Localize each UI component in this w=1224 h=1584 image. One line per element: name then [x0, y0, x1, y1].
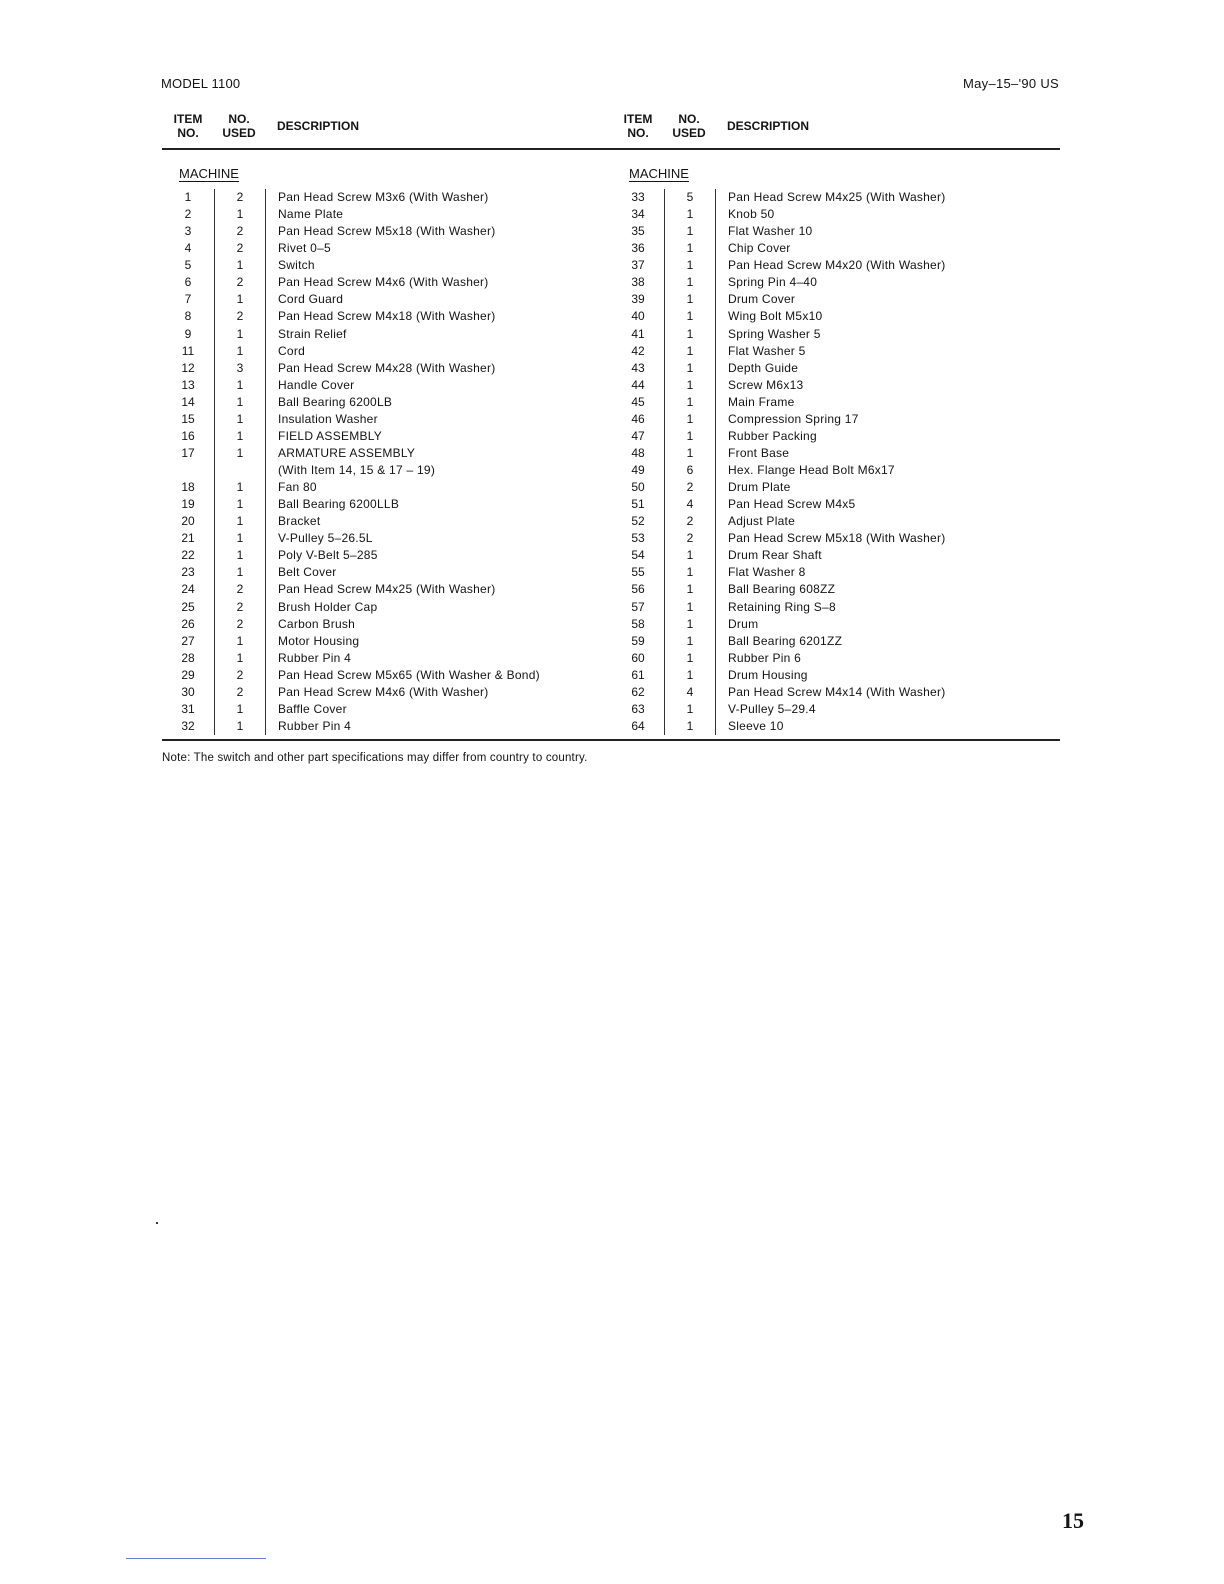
item-number: 53: [631, 531, 645, 546]
table-row: [162, 616, 612, 633]
header-description: DESCRIPTION: [277, 119, 360, 133]
quantity-used: 1: [214, 206, 266, 223]
table-row: [162, 291, 612, 308]
item-number: 58: [631, 616, 645, 631]
part-description: Name Plate: [278, 207, 344, 222]
part-description: Flat Washer 10: [728, 224, 813, 239]
part-description: Pan Head Screw M5x18 (With Washer): [278, 224, 496, 239]
table-row: [162, 308, 612, 325]
quantity-used: 1: [664, 394, 716, 411]
table-row: [162, 360, 612, 377]
date-label: May–15–'90 US: [963, 76, 1059, 91]
quantity-used: 1: [664, 616, 716, 633]
quantity-used: 2: [664, 530, 716, 547]
table-row: [612, 462, 1062, 479]
table-row: [162, 718, 612, 735]
table-row: [162, 206, 612, 223]
table-row: [612, 411, 1062, 428]
table-row: [162, 445, 612, 462]
part-description: Drum Housing: [728, 667, 808, 682]
item-number: 40: [631, 309, 645, 324]
part-description: V-Pulley 5–29.4: [728, 701, 816, 716]
quantity-used: 1: [214, 343, 266, 360]
quantity-used: 2: [664, 513, 716, 530]
table-row: [612, 326, 1062, 343]
item-number: 11: [181, 343, 195, 358]
item-number: 45: [631, 394, 645, 409]
item-number: 37: [631, 258, 645, 273]
item-number: 2: [184, 207, 192, 222]
quantity-used: 1: [214, 326, 266, 343]
table-row: [612, 291, 1062, 308]
table-row: [612, 428, 1062, 445]
quantity-used: 1: [664, 326, 716, 343]
table-row: [162, 667, 612, 684]
table-row: [162, 479, 612, 496]
table-row: [162, 343, 612, 360]
part-description: Ball Bearing 6201ZZ: [728, 633, 843, 648]
table-row: [162, 564, 612, 581]
part-description: Pan Head Screw M4x28 (With Washer): [278, 360, 496, 375]
page-number: 15: [1062, 1508, 1084, 1533]
table-row: [162, 462, 612, 479]
table-row: [612, 633, 1062, 650]
table-row: [162, 701, 612, 718]
part-description: Pan Head Screw M4x18 (With Washer): [278, 309, 496, 324]
quantity-used: 1: [214, 411, 266, 428]
quantity-used: 1: [664, 274, 716, 291]
table-row: [612, 308, 1062, 325]
table-row: [612, 394, 1062, 411]
table-row: [162, 581, 612, 598]
quantity-used: 2: [214, 684, 266, 701]
quantity-used: 1: [664, 633, 716, 650]
quantity-used: 1: [214, 445, 266, 462]
part-description: Screw M6x13: [728, 377, 804, 392]
item-number: 48: [631, 445, 645, 460]
quantity-used: 1: [664, 308, 716, 325]
quantity-used: 1: [664, 377, 716, 394]
model-label: MODEL 1100: [161, 76, 241, 91]
part-description: Compression Spring 17: [728, 411, 859, 426]
item-number: 14: [181, 394, 195, 409]
part-description: Strain Relief: [278, 326, 347, 341]
header-description: DESCRIPTION: [727, 119, 810, 133]
item-number: [162, 462, 214, 479]
quantity-used: 3: [214, 360, 266, 377]
item-number: 59: [631, 633, 645, 648]
quantity-used: 1: [214, 530, 266, 547]
part-description: Knob 50: [728, 207, 775, 222]
header-no-used: NO. USED: [672, 112, 706, 140]
item-number: 63: [631, 701, 645, 716]
quantity-used: 1: [664, 701, 716, 718]
part-description: Cord Guard: [278, 292, 344, 307]
item-number: 28: [181, 650, 195, 665]
header-item-no: ITEM NO.: [173, 112, 203, 140]
quantity-used: 2: [214, 616, 266, 633]
item-number: 29: [181, 667, 195, 682]
part-description: Pan Head Screw M4x6 (With Washer): [278, 275, 489, 290]
part-description: Belt Cover: [278, 565, 337, 580]
item-number: 18: [181, 480, 195, 495]
part-description: Handle Cover: [278, 377, 355, 392]
table-row: [162, 257, 612, 274]
item-number: 42: [631, 343, 645, 358]
table-row: [162, 650, 612, 667]
item-number: 3: [184, 224, 192, 239]
footer-rule: [162, 739, 1060, 741]
part-description: Pan Head Screw M4x14 (With Washer): [728, 684, 946, 699]
part-description: Flat Washer 5: [728, 343, 806, 358]
quantity-used: 1: [664, 206, 716, 223]
part-description: Pan Head Screw M3x6 (With Washer): [278, 190, 489, 204]
quantity-used: 1: [664, 581, 716, 598]
part-description: Switch: [278, 258, 315, 273]
item-number: 64: [631, 718, 645, 733]
part-description: (With Item 14, 15 & 17 – 19): [278, 463, 436, 477]
item-number: 33: [631, 190, 645, 204]
part-description: Pan Head Screw M4x5: [728, 497, 856, 512]
quantity-used: [214, 462, 266, 479]
part-description: Carbon Brush: [278, 616, 356, 631]
item-number: 50: [631, 480, 645, 495]
part-description: Sleeve 10: [728, 718, 784, 733]
part-description: Drum Plate: [728, 480, 791, 495]
quantity-used: 2: [214, 189, 266, 206]
item-number: 20: [181, 514, 195, 529]
item-number: 34: [631, 207, 645, 222]
table-row: [162, 513, 612, 530]
quantity-used: 5: [664, 189, 716, 206]
item-number: 36: [631, 241, 645, 256]
quantity-used: 1: [664, 547, 716, 564]
table-row: [612, 206, 1062, 223]
quantity-used: 1: [664, 240, 716, 257]
item-number: 35: [631, 224, 645, 239]
part-description: Rubber Pin 6: [728, 650, 802, 665]
part-description: Depth Guide: [728, 360, 799, 375]
part-description: Motor Housing: [278, 633, 360, 648]
part-description: Rivet 0–5: [278, 241, 331, 256]
item-number: 61: [631, 667, 645, 682]
part-description: Pan Head Screw M4x25 (With Washer): [278, 582, 496, 597]
item-number: 6: [184, 275, 192, 290]
part-description: ARMATURE ASSEMBLY: [278, 445, 416, 460]
table-row: [162, 547, 612, 564]
table-row: [162, 428, 612, 445]
column-header-left: [162, 112, 612, 144]
quantity-used: 1: [214, 257, 266, 274]
table-row: [162, 633, 612, 650]
quantity-used: 4: [664, 684, 716, 701]
item-number: 9: [184, 326, 192, 341]
item-number: 31: [181, 701, 195, 716]
part-description: Hex. Flange Head Bolt M6x17: [728, 463, 895, 477]
part-description: Poly V-Belt 5–285: [278, 548, 378, 563]
table-row: [612, 718, 1062, 735]
item-number: 1: [184, 190, 192, 204]
table-row: [612, 377, 1062, 394]
table-row: [162, 530, 612, 547]
quantity-used: 6: [664, 462, 716, 479]
quantity-used: 1: [664, 564, 716, 581]
quantity-used: 1: [664, 223, 716, 240]
item-number: 54: [631, 548, 645, 563]
part-description: V-Pulley 5–26.5L: [278, 531, 373, 546]
quantity-used: 1: [664, 599, 716, 616]
item-number: 13: [181, 377, 195, 392]
item-number: 49: [631, 463, 645, 477]
header-item-no: ITEM NO.: [623, 112, 653, 140]
table-row: [162, 599, 612, 616]
quantity-used: 1: [664, 445, 716, 462]
footnote: Note: The switch and other part specifications may differ from country to country.: [162, 752, 588, 764]
table-row: [612, 223, 1062, 240]
table-row: [162, 684, 612, 701]
part-description: Drum Rear Shaft: [728, 548, 822, 563]
part-description: FIELD ASSEMBLY: [278, 428, 382, 443]
item-number: 12: [181, 360, 195, 375]
table-row: [612, 581, 1062, 598]
quantity-used: 1: [664, 360, 716, 377]
parts-list-left: [162, 189, 612, 735]
quantity-used: 1: [214, 718, 266, 735]
item-number: 30: [181, 684, 195, 699]
part-description: Pan Head Screw M4x6 (With Washer): [278, 684, 489, 699]
item-number: 43: [631, 360, 645, 375]
part-description: Ball Bearing 6200LLB: [278, 497, 400, 512]
item-number: 7: [184, 292, 192, 307]
item-number: 16: [181, 428, 195, 443]
part-description: Spring Pin 4–40: [728, 275, 818, 290]
table-row: [612, 513, 1062, 530]
part-description: Pan Head Screw M5x65 (With Washer & Bond): [278, 667, 540, 682]
table-row: [612, 701, 1062, 718]
part-description: Pan Head Screw M5x18 (With Washer): [728, 531, 946, 546]
parts-list-right: [612, 189, 1062, 735]
header-rule: [162, 148, 1060, 150]
item-number: 46: [631, 411, 645, 426]
quantity-used: 1: [214, 564, 266, 581]
table-row: [162, 326, 612, 343]
part-description: Pan Head Screw M4x20 (With Washer): [728, 258, 946, 273]
item-number: 52: [631, 514, 645, 529]
item-number: 27: [181, 633, 195, 648]
quantity-used: 2: [214, 667, 266, 684]
part-description: Brush Holder Cap: [278, 599, 378, 614]
part-description: Main Frame: [728, 394, 795, 409]
quantity-used: 2: [214, 223, 266, 240]
table-row: [612, 564, 1062, 581]
quantity-used: 1: [664, 650, 716, 667]
table-row: [612, 479, 1062, 496]
quantity-used: 1: [664, 257, 716, 274]
table-row: [162, 274, 612, 291]
table-row: [162, 377, 612, 394]
part-description: Rubber Pin 4: [278, 650, 352, 665]
part-description: Baffle Cover: [278, 701, 347, 716]
part-description: Chip Cover: [728, 241, 791, 256]
quantity-used: 2: [214, 240, 266, 257]
quantity-used: 1: [664, 343, 716, 360]
quantity-used: 2: [664, 479, 716, 496]
column-header-right: [612, 112, 1062, 144]
table-row: [612, 496, 1062, 513]
quantity-used: 2: [214, 308, 266, 325]
part-description: Wing Bolt M5x10: [728, 309, 823, 324]
quantity-used: 1: [214, 496, 266, 513]
table-row: [612, 667, 1062, 684]
quantity-used: 1: [214, 377, 266, 394]
stray-mark: [156, 1222, 158, 1224]
quantity-used: 2: [214, 599, 266, 616]
quantity-used: 1: [664, 667, 716, 684]
item-number: 22: [181, 548, 195, 563]
table-row: [612, 616, 1062, 633]
table-row: [162, 394, 612, 411]
quantity-used: 2: [214, 274, 266, 291]
part-description: Spring Washer 5: [728, 326, 821, 341]
item-number: 19: [181, 497, 195, 512]
part-description: Rubber Pin 4: [278, 718, 352, 733]
item-number: 38: [631, 275, 645, 290]
item-number: 39: [631, 292, 645, 307]
quantity-used: 1: [214, 479, 266, 496]
quantity-used: 2: [214, 581, 266, 598]
item-number: 26: [181, 616, 195, 631]
part-description: Cord: [278, 343, 306, 358]
part-description: Drum: [728, 616, 759, 631]
part-description: Drum Cover: [728, 292, 796, 307]
header-no-used: NO. USED: [222, 112, 256, 140]
quantity-used: 1: [214, 291, 266, 308]
quantity-used: 1: [664, 718, 716, 735]
item-number: 21: [181, 531, 195, 546]
item-number: 17: [181, 445, 195, 460]
item-number: 32: [181, 718, 195, 733]
part-description: Pan Head Screw M4x25 (With Washer): [728, 190, 946, 204]
quantity-used: 1: [664, 411, 716, 428]
section-title-left: MACHINE: [179, 166, 239, 181]
quantity-used: 1: [214, 428, 266, 445]
item-number: 8: [184, 309, 192, 324]
table-row: [612, 274, 1062, 291]
table-row: [612, 360, 1062, 377]
section-title-right: MACHINE: [629, 166, 689, 181]
part-description: Ball Bearing 6200LB: [278, 394, 393, 409]
part-description: Rubber Packing: [728, 428, 817, 443]
part-description: Insulation Washer: [278, 411, 378, 426]
part-description: Ball Bearing 608ZZ: [728, 582, 836, 597]
table-row: [162, 411, 612, 428]
item-number: 23: [181, 565, 195, 580]
bottom-rule: [126, 1558, 266, 1559]
item-number: 55: [631, 565, 645, 580]
item-number: 24: [181, 582, 195, 597]
item-number: 41: [631, 326, 645, 341]
item-number: 51: [631, 497, 645, 512]
item-number: 62: [631, 684, 645, 699]
item-number: 4: [184, 241, 192, 256]
item-number: 56: [631, 582, 645, 597]
table-row: [612, 189, 1062, 206]
table-row: [612, 650, 1062, 667]
table-row: [612, 240, 1062, 257]
item-number: 15: [181, 411, 195, 426]
table-row: [612, 599, 1062, 616]
table-row: [162, 240, 612, 257]
item-number: 47: [631, 428, 645, 443]
quantity-used: 1: [664, 291, 716, 308]
quantity-used: 1: [214, 547, 266, 564]
table-row: [612, 343, 1062, 360]
table-row: [612, 684, 1062, 701]
part-description: Retaining Ring S–8: [728, 599, 836, 614]
table-row: [162, 223, 612, 240]
table-row: [612, 445, 1062, 462]
part-description: Bracket: [278, 514, 321, 529]
table-row: [162, 496, 612, 513]
part-description: Front Base: [728, 445, 790, 460]
table-row: [612, 530, 1062, 547]
quantity-used: 1: [664, 428, 716, 445]
table-row: [612, 257, 1062, 274]
quantity-used: 1: [214, 633, 266, 650]
part-description: Fan 80: [278, 480, 317, 495]
item-number: 5: [184, 258, 192, 273]
quantity-used: 1: [214, 650, 266, 667]
quantity-used: 4: [664, 496, 716, 513]
item-number: 60: [631, 650, 645, 665]
part-description: Adjust Plate: [728, 514, 796, 529]
item-number: 57: [631, 599, 645, 614]
quantity-used: 1: [214, 513, 266, 530]
quantity-used: 1: [214, 394, 266, 411]
item-number: 44: [631, 377, 645, 392]
table-row: [612, 547, 1062, 564]
quantity-used: 1: [214, 701, 266, 718]
item-number: 25: [181, 599, 195, 614]
part-description: Flat Washer 8: [728, 565, 806, 580]
table-row: [162, 189, 612, 206]
